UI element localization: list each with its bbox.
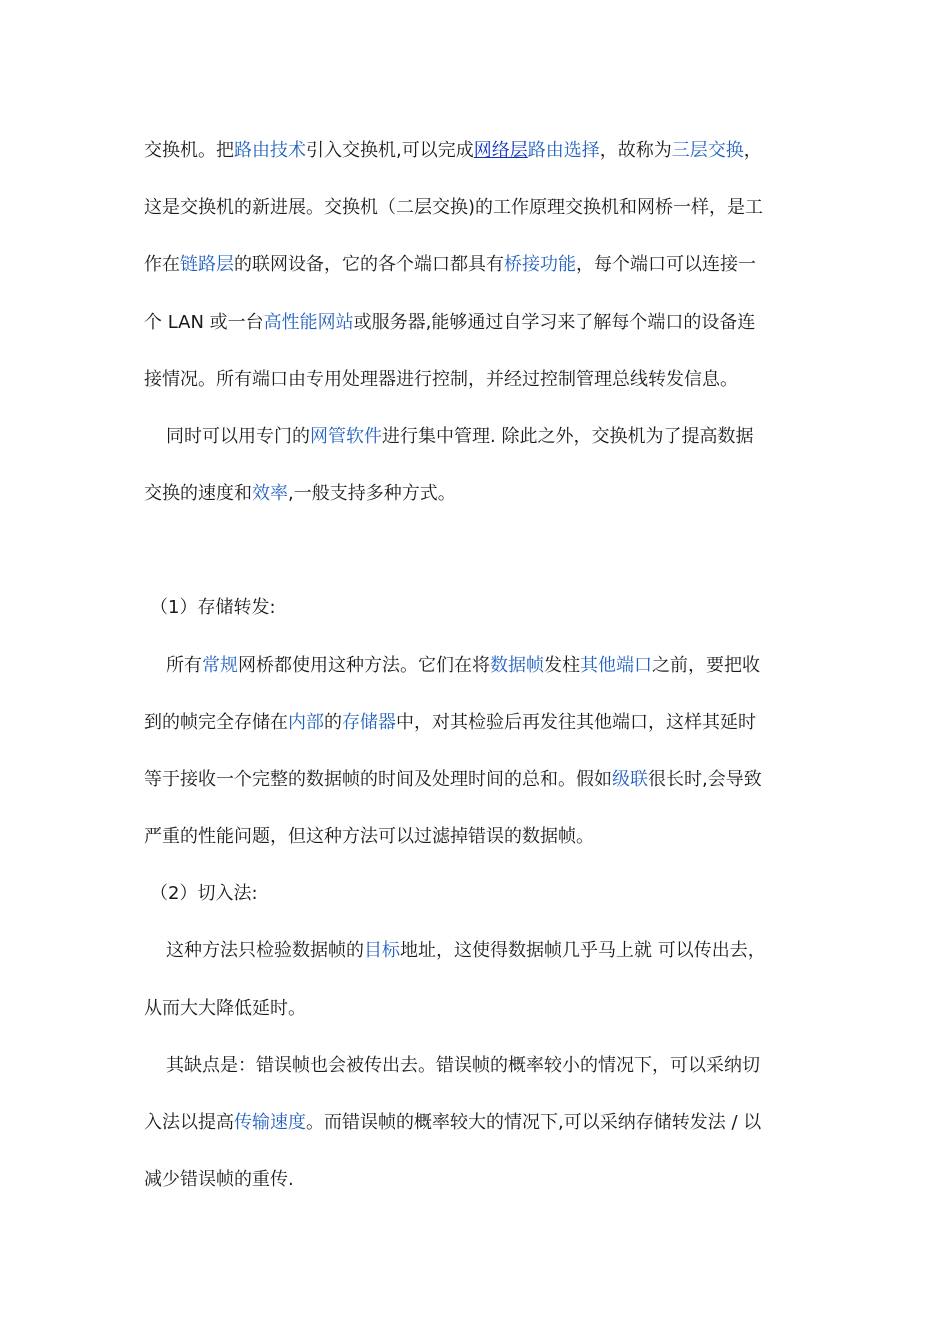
hyperlink[interactable]: 常规 [202,654,238,676]
text-run: 网桥都使用这种方法。它们在将 [238,654,490,676]
hyperlink[interactable]: 三层交换 [671,140,744,161]
text-line [144,694,808,751]
paragraph-5 [144,1037,808,1209]
text-run: 所有 [166,654,202,676]
text-run: 很长时,会导致 [648,768,762,790]
text-run: 中，对其检验后再发往其他端口，这样其延时 [396,711,756,733]
text-run: 之前，要把收 [652,654,760,676]
text-run: 地址，这使得数据帧几乎马上就 可以传出去， [400,940,766,962]
hyperlink[interactable]: 内部 [288,711,324,733]
text-run: 发柱 [544,654,580,676]
text-run: 。而错误帧的概率较大的情况下,可以采纳存储转发法 / 以 [306,1112,762,1133]
hyperlink[interactable]: 其他端口 [580,654,652,676]
hyperlink[interactable]: 桥接功能 [504,254,576,276]
text-run: ，每个端口可以连接一 [576,254,756,276]
text-line [144,637,808,694]
text-run: 入法以提高 [144,1112,234,1133]
text-line [144,465,808,522]
text-run: 进行集中管理. 除此之外，交换机为了提高数据 [382,425,754,447]
text-line [144,980,808,1037]
hyperlink[interactable]: 网络层 [473,140,528,161]
text-run: 等于接收一个完整的数据帧的时间及处理时间的总和。假如 [144,768,612,790]
paragraph-1 [144,122,808,408]
document-page [144,122,808,1208]
text-run: 交换机。把 [144,140,234,161]
hyperlink[interactable]: 链路层 [180,254,234,276]
text-line [144,179,808,236]
text-run: 从而大大降低延时。 [144,997,306,1019]
section-heading-cut-through: （2）切入法: [150,883,258,905]
text-line [144,236,808,293]
text-run: 的联网设备，它的各个端口都具有 [234,254,504,276]
text-run: 交换的速度和 [144,483,252,505]
text-run: 个 LAN 或一台 [144,311,264,333]
text-line [144,294,808,351]
hyperlink[interactable]: 路由技术 [234,140,306,161]
text-run: 的 [324,711,342,733]
paragraph-3 [144,637,808,866]
paragraph-2 [144,408,808,522]
text-run: 严重的性能问题，但这种方法可以过滤掉错误的数据帧。 [144,826,594,848]
text-line [144,922,808,979]
text-line [144,1094,808,1151]
section-heading-store-forward: （1）存储转发: [150,597,276,619]
text-line [144,408,808,465]
text-run: 作在 [144,254,180,276]
text-run: 引入交换机,可以完成 [306,140,474,161]
hyperlink[interactable]: 传输速度 [234,1112,306,1133]
text-run: 接情况。所有端口由专用处理器进行控制，并经过控制管理总线转发信息。 [144,368,738,390]
text-run: ,一般支持多种方式。 [288,483,456,505]
text-line [144,751,808,808]
text-line [144,808,808,865]
text-line [144,351,808,408]
hyperlink[interactable]: 路由选择 [527,140,600,161]
hyperlink[interactable]: 高性能网站 [263,311,354,333]
text-run: 其缺点是：错误帧也会被传出去。错误帧的概率较小的情况下，可以采纳切 [166,1054,760,1076]
text-run: 这种方法只检验数据帧的 [166,940,364,962]
text-line [144,1037,808,1094]
hyperlink[interactable]: 级联 [612,768,648,790]
text-line [144,1151,808,1208]
text-run: 减少错误帧的重传. [144,1169,294,1191]
text-run: ， [743,140,762,161]
hyperlink[interactable]: 效率 [252,483,288,505]
hyperlink[interactable]: 目标 [364,940,400,962]
text-run: 同时可以用专门的 [166,425,310,447]
text-run: 这是交换机的新进展。交换机（二层交换)的工作原理交换机和网桥一样，是工 [144,197,764,219]
hyperlink[interactable]: 数据帧 [490,654,544,676]
text-run: 到的帧完全存储在 [144,711,288,733]
text-run: 或服务器,能够通过自学习来了解每个端口的设备连 [353,311,756,333]
text-run: ，故称为 [599,140,672,161]
hyperlink[interactable]: 存储器 [342,711,396,733]
paragraph-4 [144,922,808,1036]
text-line [144,122,808,179]
spacer [144,522,808,579]
hyperlink[interactable]: 网管软件 [310,425,382,447]
